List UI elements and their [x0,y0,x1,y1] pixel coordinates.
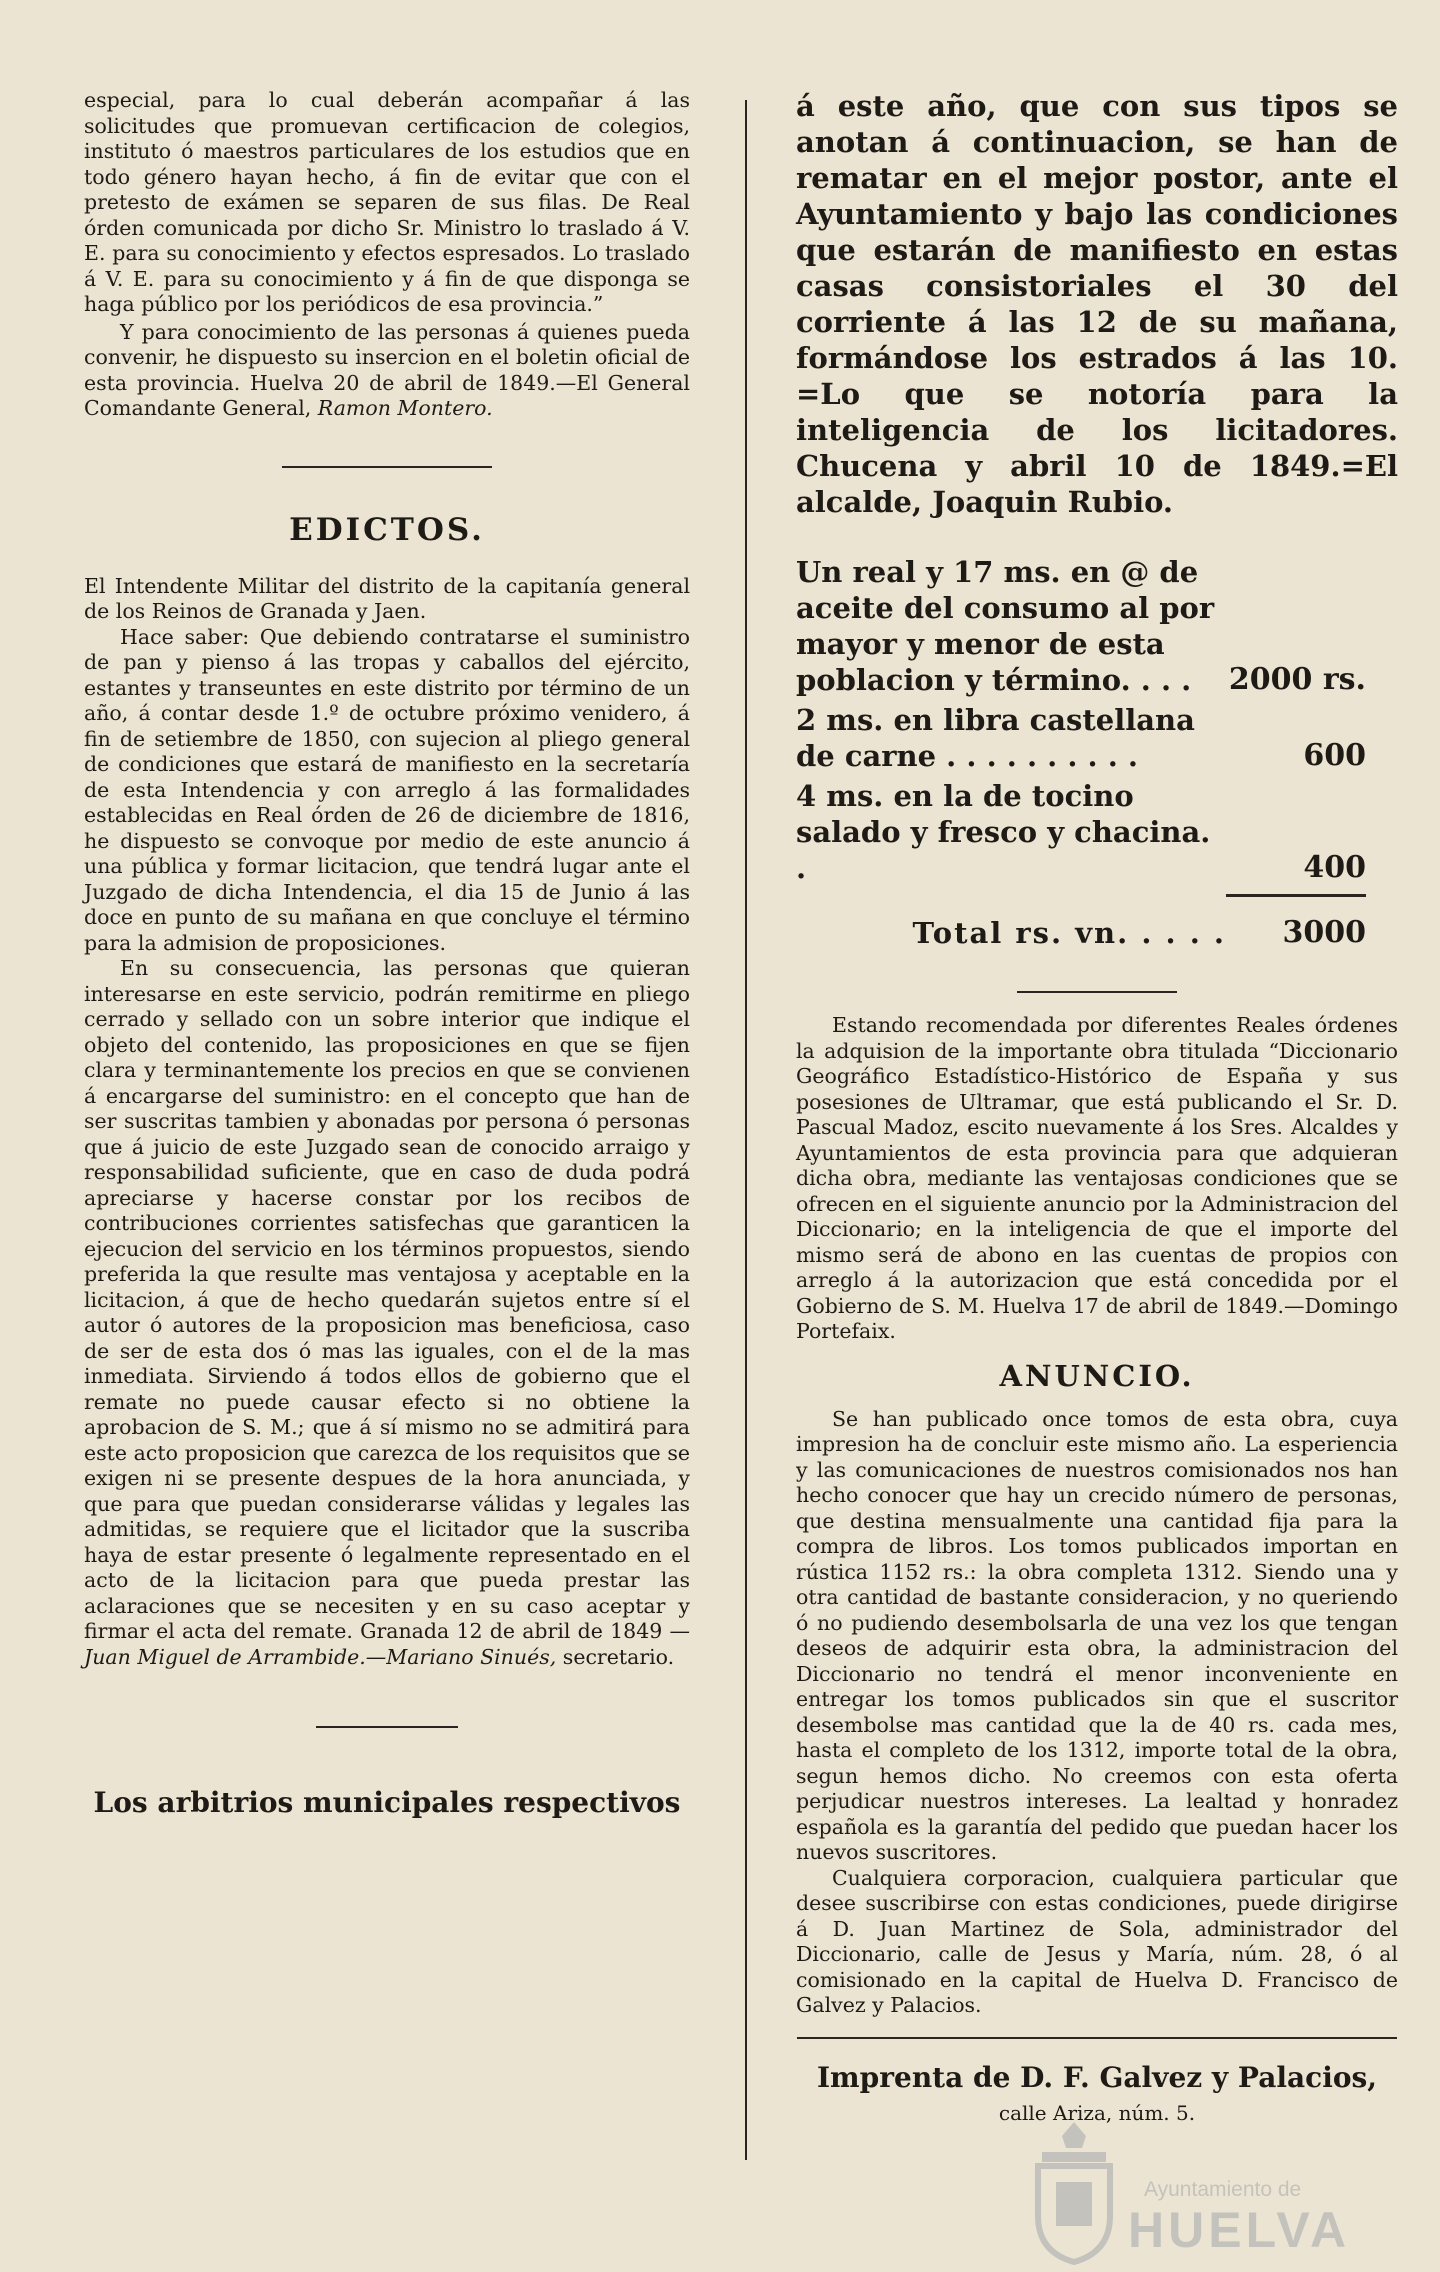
edicto-paragraph-2 [84,956,690,1670]
edicto-paragraph-2-text: En su consecuencia, las personas que quieran interesarse en este servicio, podrán remitirme en pliego cerrado y sellado con un sobre interior que indique el objeto del contenido, las proposiciones en que se fijen clara y terminantemente los precios en que se convienen á encargarse del suministro: en el concepto que han de ser suscritas tambien y abonadas por persona ó personas que á juicio de este Juzgado sean de conocido arraigo y responsabilidad suficiente, que en caso de duda podrá apreciarse y hacerse constar por los recibos de contribuciones corrientes satisfechas que garanticen la ejecucion del servicio en los términos propuestos, siendo preferida la que resulte mas ventajosa y aceptable en la licitacion, á que de hecho quedarán sujetos entre sí el autor ó autores de la proposicion mas beneficiosa, caso de ser de esta dos ó mas las iguales, con el de la mas inmediata. Sirviendo á todos ellos de gobierno que el remate no puede causar efecto si no obtiene la aprobacion de S. M.; que á sí mismo no se admitirá para este acto proposicion que carezca de los requisitos que se exigen ni se presente despues de la hora anunciada, y que para que puedan considerarse válidas y legales las admitidas, se requiere que el licitador que la suscriba haya de estar presente ó legalmente representado en el acto de la licitacion para que pueda prestar las aclaraciones que se necesiten y en su caso aceptar y firmar el acta del remate. Granada 12 de abril de 1849 [84,956,690,1643]
tariff-row [796,702,1396,774]
section-rule-2 [316,1726,458,1728]
column-divider [745,100,747,2160]
arbitrios-continuation: á este año, que con sus tipos se anotan á continuacion, se han de rematar en el mejor postor, ante el Ayuntamiento y bajo las condiciones que estarán de manifiesto en estas casas consistoriales el 30 del corriente á las 12 de su mañana, formándose los estrados á las 10. =Lo que se notoría para la inteligencia de los licitadores. Chucena y abril 10 de 1849.=El alcalde, Joaquin Rubio. [796,89,1398,519]
edicto-issuer: El Intendente Militar del distrito de la capitanía general de los Reinos de Granada y Jaen. [84,573,690,623]
tariff-total-row [796,915,1396,951]
tariff-desc: 4 ms. en la de tocino salado y fresco y chacina. . [796,779,1211,885]
crest-icon [1024,2116,1124,2266]
anuncio-heading: ANUNCIO. [999,1358,1195,1393]
edicto-role: secretario. [562,1644,675,1669]
imprenta-address: calle Ariza, núm. 5. [998,2100,1196,2125]
ayuntamiento-watermark [1024,2116,1384,2266]
intro-closing-text: Y para conocimiento de las personas á quienes pueda convenir, he dispuesto su insercion en el boletin oficial de esta provincia. Huelva 20 de abril de 1849.—El General Comandante General, [84,319,690,420]
watermark-city: HUELVA [1128,2202,1351,2258]
imprenta-rule [797,2037,1397,2039]
tariff-desc: Un real y 17 ms. en @ de aceite del consumo al por mayor y menor de esta poblacion y término. . . . [796,555,1215,697]
intro-closing-paragraph [84,320,690,422]
tariff-value: 400 [1303,850,1366,885]
left-column [84,88,690,1819]
section-rule [282,466,492,468]
tariff-value: 2000 rs. [1228,662,1366,697]
edicto-signatures: —Juan Miguel de Arrambide.—Mariano Sinués, [84,1619,690,1669]
madoz-notice: Estando recomendada por diferentes Reales órdenes la adquision de la importante obra titulada “Diccionario Geográfico Estadístico-Histórico de España y sus posesiones de Ultramar, que está publicando el Sr. D. Pascual Madoz, escito nuevamente á los Sres. Alcaldes y Ayuntamientos de esta provincia para que adquieran dicha obra, mediante las ventajosas condiciones que se ofrecen en el siguiente anuncio por la Administracion del Diccionario; en la inteligencia de que el importe del mismo será de abono en las cuentas de propios con arreglo á la autorizacion que está concedida por el Gobierno de S. M. Huelva 17 de abril de 1849.—Domingo Portefaix. [796,1013,1398,1343]
imprenta-line: Imprenta de D. F. Galvez y Palacios, [816,2060,1378,2094]
tariff-row [796,554,1396,698]
watermark-label: Ayuntamiento de [1144,2178,1302,2201]
tariff-desc: 2 ms. en libra castellana de carne . . . . . . . . . . [796,703,1195,773]
right-column [796,88,1398,2125]
anuncio-paragraph-2: Cualquiera corporacion, cualquiera particular que desee suscribirse con estas condiciones, puede dirigirse á D. Juan Martinez de Sola, administrador del Diccionario, calle de Jesus y María, núm. 28, ó al comisionado en la capital de Huelva D. Francisco de Galvez y Palacios. [796,1865,1398,2017]
intro-paragraph: especial, para lo cual deberán acompañar á las solicitudes que promuevan certificacion de colegios, instituto ó maestros particulares de los estudios que en todo género hayan hecho, á fin de evitar que con el pretesto de exámen se separen de sus filas. De Real órden comunicada por dicho Sr. Ministro lo traslado á V. E. para su conocimiento y efectos espresados. Lo traslado á V. E. para su conocimiento y á fin de que disponga se haga público por los periódicos de esa provincia.” [84,88,690,316]
tariff-row [796,778,1396,886]
section-rule-3 [1017,991,1177,993]
tariff-table [796,554,1396,951]
edicto-paragraph-1: Hace saber: Que debiendo contratarse el suministro de pan y pienso á las tropas y caballos del ejército, estantes y transeuntes en este distrito por término de un año, á contar desde 1.º de octubre próximo venidero, á fin de setiembre de 1850, con sujecion al pliego general de condiciones que estará de manifiesto en la secretaría de esta Intendencia y con arreglo á las formalidades establecidas en Real órden de 26 de diciembre de 1816, he dispuesto se convoque por medio de este anuncio á una pública y formar licitacion, que tendrá lugar ante el Juzgado de dicha Intendencia, el dia 15 de Junio á las doce en punto de su mañana en que concluye el término para la admision de proposiciones. [84,624,690,955]
intro-signature: Ramon Montero. [317,396,493,420]
arbitrios-heading: Los arbitrios municipales respectivos [93,1786,681,1819]
tariff-total-label: Total rs. vn. . . . . [912,916,1226,950]
tariff-sum-rule [1226,894,1366,897]
edictos-heading: EDICTOS. [289,511,485,548]
anuncio-paragraph-1: Se han publicado once tomos de esta obra, cuya impresion ha de concluir este mismo año. La esperiencia y las comunicaciones de nuestros comisionados nos han hecho conocer que hay un crecido número de personas, que destina mensualmente una cantidad fija para la compra de libros. Los tomos publicados importan en rústica 1152 rs.: la obra completa 1312. Siendo una y otra cantidad de bastante consideracion, y no queriendo ó no pudiendo desembolsarla de una vez los que tengan deseos de adquirir esta obra, la administracion del Diccionario no tendrá el menor inconveniente en entregar los tomos publicados sin que el suscritor desembolse mas cantidad que la de 40 rs. cada mes, hasta el completo de los 1312, importe total de la obra, segun hemos dicho. No creemos con esta oferta perjudicar nuestros intereses. La lealtad y honradez española es la garantía del pedido que puedan hacer los nuevos suscritores. [796,1406,1398,1864]
tariff-value: 600 [1303,738,1366,773]
tariff-total-value: 3000 [1282,915,1366,950]
